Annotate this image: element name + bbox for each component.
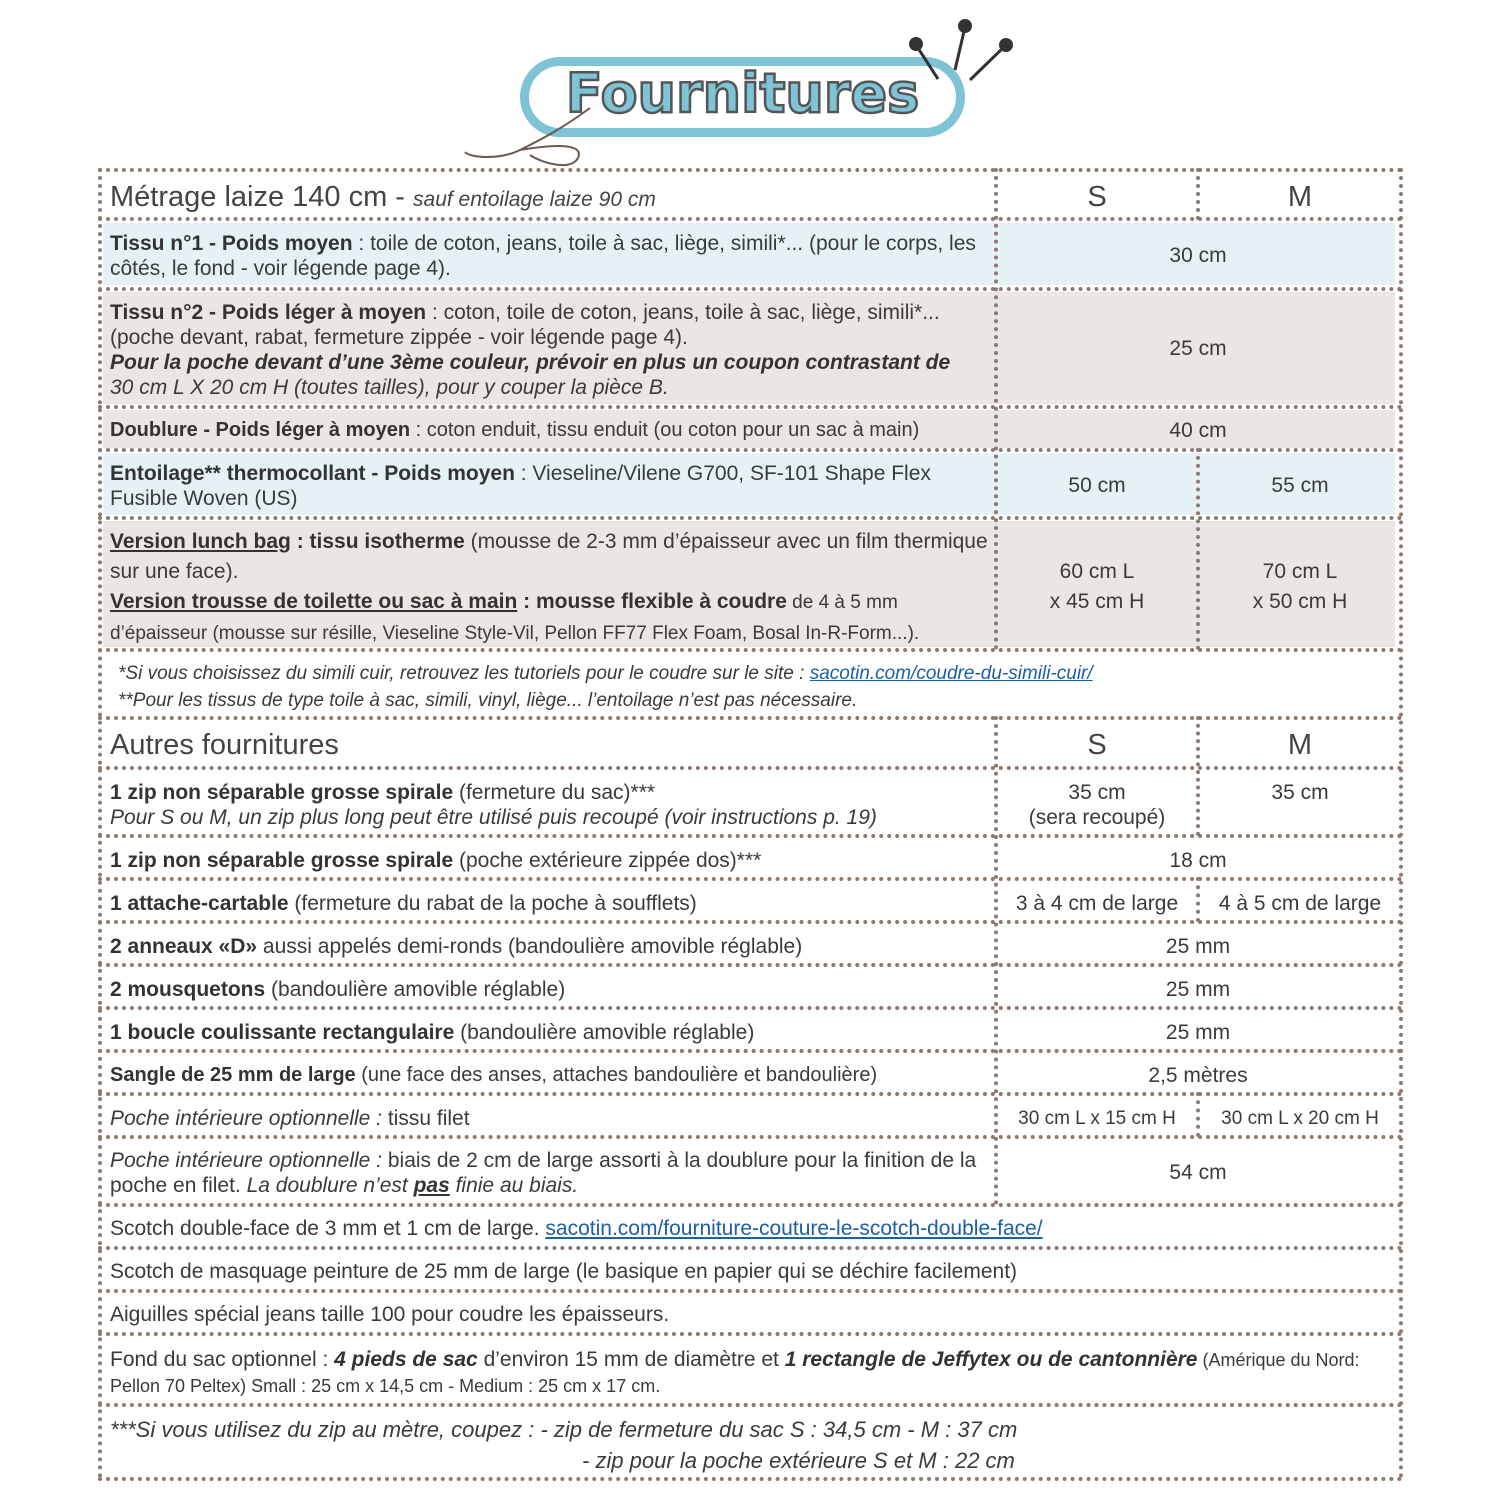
row-anneaux-bold: 2 anneaux «D» [110,935,258,958]
row-tissu2-bold: Tissu n°2 - Poids léger à moyen [110,301,427,324]
divider [98,766,1403,770]
divider [98,920,1403,924]
divider [98,448,1403,452]
row-lunch-s-line2: x 45 cm H [1049,590,1145,613]
section1-col-m: M [1287,181,1313,213]
row-doublure-desc [110,418,994,443]
row-mousquetons-bold: 2 mousquetons [110,978,266,1001]
row-poche1-value-m: 30 cm L x 20 cm H [1221,1108,1379,1129]
row-sangle-bold: Sangle de 25 mm de large [110,1064,356,1086]
row-sangle-value: 2,5 mètres [1148,1064,1248,1087]
row-boucle-text: (bandoulière amovible réglable) [454,1021,755,1044]
row-attache-value-m: 4 à 5 cm de large [1218,892,1382,915]
divider [98,1289,1403,1293]
row-scotch2: Scotch de masquage peinture de 25 mm de large (le basique en papier qui se déchire facilement) [110,1260,1018,1283]
divider [98,1246,1403,1250]
row-fond-ib2: 1 rectangle de Jeffytex ou de cantonnière [784,1348,1198,1371]
divider [98,287,1403,291]
divider [98,716,1403,720]
note-simili-text: *Si vous choisissez du simili cuir, retrouvez les tutoriels pour le coudre sur le site : [118,663,810,684]
row-attache-text: (fermeture du rabat de la poche à soufflets) [288,892,697,915]
row-poche1-italic: Poche intérieure optionnelle : [110,1107,383,1130]
row-boucle-value: 25 mm [1165,1021,1231,1044]
section1-col-s: S [1087,181,1107,213]
divider [98,1049,1403,1053]
row-tissu2-text: : coton, toile de coton, jeans, toile à sac, liège, simili*... (poche devant, rabat, fermeture zippée - voir légende page 4). [110,301,940,349]
row-fond [110,1347,1395,1399]
row-lunch-u1: Version lunch bag [110,530,291,553]
row-tissu2-value: 25 cm [1169,337,1227,360]
row-fond-t1: Fond du sac optionnel : [110,1348,335,1371]
row-poche2-value: 54 cm [1169,1161,1227,1184]
row-entoilage-bold: Entoilage** thermocollant - Poids moyen [110,462,515,485]
divider [98,1135,1403,1139]
pins-icon [900,15,1020,95]
note-simili [118,661,1388,686]
row-zip2-bold: 1 zip non séparable grosse spirale [110,849,454,872]
row-poche2-italic: Poche intérieure optionnelle : [110,1149,383,1172]
row-zip1-s-line2: (sera recoupé) [1028,806,1166,829]
row-anneaux-text: aussi appelés demi-ronds (bandoulière amovible réglable) [257,935,803,958]
row-lunch-t1: (mousse de 2-3 mm d’épaisseur avec un film thermique sur une face). [110,530,988,583]
note-entoilage: **Pour les tissus de type toile à sac, simili, vinyl, liège... l’entoilage n’est pas nécessaire. [118,690,858,711]
row-doublure-text: : coton enduit, tissu enduit (ou coton pour un sac à main) [410,419,920,441]
row-entoilage-value-s: 50 cm [1068,474,1126,497]
row-mousquetons-text: (bandoulière amovible réglable) [265,978,566,1001]
row-tissu2-desc [110,300,990,400]
section1-heading-main: Métrage laize 140 cm [110,181,388,213]
table-border-bottom [98,1477,1403,1481]
divider [98,1092,1403,1096]
divider [98,1006,1403,1010]
row-lunch-value-s [998,557,1196,617]
section1-heading-sep: - [387,181,414,213]
divider [98,1332,1403,1336]
link-simili-cuir[interactable]: sacotin.com/coudre-du-simili-cuir/ [809,663,1093,684]
row-poche2-desc [110,1148,990,1198]
row-mousquetons-desc [110,977,994,1002]
row-lunch-s-line1: 60 cm L [1059,560,1135,583]
row-lunch-value-m [1200,557,1400,617]
row-tissu1-desc [110,231,990,281]
row-poche1-value-s: 30 cm L x 15 cm H [1018,1108,1176,1129]
footnote-line2: - zip pour la poche extérieure S et M : 22 cm [582,1448,1015,1473]
row-sangle-text: (une face des anses, attaches bandoulière et bandoulière) [355,1064,878,1086]
row-attache-desc [110,891,994,916]
row-lunch-u2: Version trousse de toilette ou sac à main [110,590,518,613]
row-mousquetons-value: 25 mm [1165,978,1231,1001]
row-attache-bold: 1 attache-cartable [110,892,289,915]
table-border-right [1399,168,1403,1479]
row-attache-value-s: 3 à 4 cm de large [1015,892,1179,915]
row-zip1-value-s [998,780,1196,830]
row-lunch-b2: : mousse flexible à coudre [517,590,787,613]
row-tissu1-bold: Tissu n°1 - Poids moyen [110,232,353,255]
row-tissu1-text: : toile de coton, jeans, toile à sac, liège, simili*... (pour le corps, les côtés, le fond - voir légende page 4). [110,232,976,280]
row-zip1-bold: 1 zip non séparable grosse spirale [110,781,454,804]
section1-heading-note: sauf entoilage laize 90 cm [413,188,656,211]
row-zip2-desc [110,848,994,873]
row-zip1-s-line1: 35 cm [1068,781,1126,804]
row-zip1-text: (fermeture du sac)*** [453,781,656,804]
row-tissu2-italic-bold: Pour la poche devant d’une 3ème couleur, prévoir en plus un coupon contrastant de [110,351,951,374]
row-lunch-m-line1: 70 cm L [1262,560,1338,583]
row-poche2-text: biais de 2 cm de large assorti à la doublure pour la finition de la poche en filet. [110,1149,977,1197]
section2-col-s: S [1087,729,1107,761]
row-anneaux-desc [110,934,994,959]
row-poche2-pas: pas [413,1174,450,1197]
row-scotch1-text: Scotch double-face de 3 mm et 1 cm de large. [110,1217,546,1240]
row-poche2-italic3: finie au biais. [449,1174,579,1197]
row-boucle-desc [110,1020,994,1045]
footnote-line1: ***Si vous utilisez du zip au mètre, coupez : - zip de fermeture du sac S : 34,5 cm - M : 37 cm [110,1417,1018,1442]
row-zip1-italic: Pour S ou M, un zip plus long peut être utilisé puis recoupé (voir instructions p. 19) [110,806,877,829]
divider [98,1203,1403,1207]
row-zip2-value: 18 cm [1169,849,1227,872]
row-doublure-bold: Doublure - Poids léger à moyen [110,419,411,441]
row-tissu2-italic: 30 cm L X 20 cm H (toutes tailles), pour y couper la pièce B. [110,376,669,399]
row-fond-t3: (Amérique du Nord: Pellon 70 Peltex) Small : 25 cm x 14,5 cm - Medium : 25 cm x 17 cm. [110,1350,1360,1396]
row-anneaux-value: 25 mm [1165,935,1231,958]
row-fond-t2: d’environ 15 mm de diamètre et [477,1348,785,1371]
row-zip1-desc [110,780,994,830]
page-title: Fournitures [565,62,920,125]
row-scotch1 [110,1216,1395,1241]
link-scotch-double-face[interactable]: sacotin.com/fourniture-couture-le-scotch-double-face/ [545,1217,1043,1240]
divider [98,217,1403,221]
row-poche1-desc [110,1106,994,1131]
row-zip1-value-m: 35 cm [1271,781,1329,804]
row-entoilage-value-m: 55 cm [1271,474,1329,497]
thread-icon [460,100,610,175]
row-zip2-text: (poche extérieure zippée dos)*** [453,849,762,872]
divider [98,1403,1403,1407]
row-poche1-text: tissu filet [382,1107,470,1130]
row-doublure-value: 40 cm [1169,419,1227,442]
row-lunch-m-line2: x 50 cm H [1252,590,1348,613]
table-border-left [98,168,102,1479]
row-lunch-desc [110,527,990,649]
row-entoilage-text: : Vieseline/Vilene G700, SF-101 Shape Flex Fusible Woven (US) [110,462,931,510]
divider [98,405,1403,409]
row-entoilage-desc [110,461,990,511]
section2-heading: Autres fournitures [110,729,339,761]
row-poche2-italic2: La doublure n’est [246,1174,414,1197]
row-sangle-desc [110,1063,994,1088]
section1-heading [110,181,656,214]
section2-col-m: M [1287,729,1313,761]
divider [98,877,1403,881]
row-lunch-t2: de 4 à 5 mm d’épaisseur (mousse sur résille, Vieseline Style-Vil, Pellon FF77 Flex Foam, Bosal In-R-Form...). [110,592,920,644]
divider [98,834,1403,838]
row-tissu1-value: 30 cm [1169,244,1227,267]
row-lunch-b1: : tissu isotherme [290,530,465,553]
divider [98,516,1403,520]
divider [98,963,1403,967]
table-border-top [98,168,1403,172]
row-aiguilles: Aiguilles spécial jeans taille 100 pour coudre les épaisseurs. [110,1303,670,1326]
row-boucle-bold: 1 boucle coulissante rectangulaire [110,1021,455,1044]
row-fond-ib1: 4 pieds de sac [334,1348,478,1371]
